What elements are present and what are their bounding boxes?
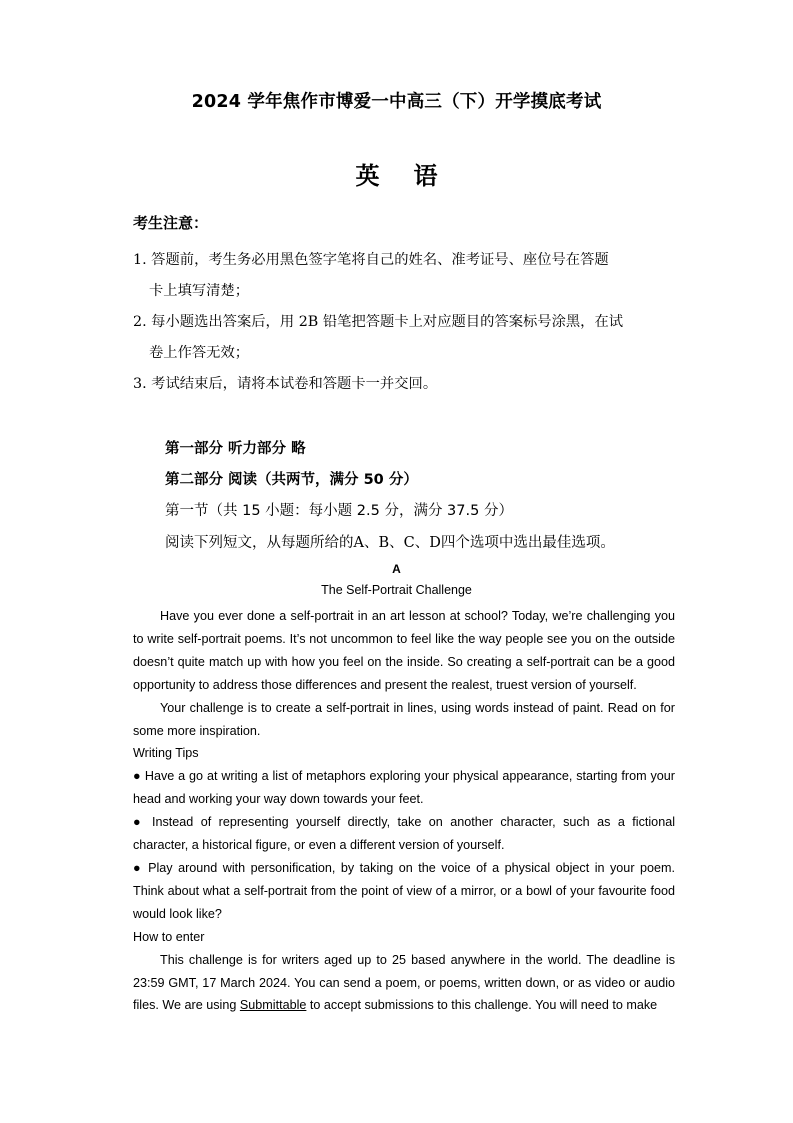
passage-body: [133, 605, 675, 1017]
notice-item-3: [133, 369, 678, 400]
notice-item-1-line-2: 卡上填写清楚；: [149, 283, 250, 299]
paragraph-3-text-before: This challenge is for writers aged up to 25 based anywhere in the world. The deadline is 23:59 GMT, 17 March 2024. You can send a poem, or poems, written down, or as video or audio files. We are using: [133, 952, 675, 1013]
part-1-heading: 第一部分 听力部分 略: [165, 441, 306, 457]
how-to-enter-heading: How to enter: [133, 929, 205, 944]
section-1-heading: 第一节（共 15 小题：每小题 2.5 分，满分 37.5 分）: [165, 503, 513, 519]
passage-label: A: [392, 562, 401, 576]
tip-3: ● Play around with personification, by taking on the voice of a physical object in your poem. Think about what a self-portrait from the point of view of a mirror, or a bowl of your favourite food would look like?: [133, 860, 675, 921]
exam-title: 2024 学年焦作市博爱一中高三（下）开学摸底考试: [191, 92, 602, 112]
notice-heading: 考生注意：: [133, 214, 209, 232]
paragraph-1: Have you ever done a self-portrait in an art lesson at school? Today, we’re challenging you to write self-portrait poems. It’s not uncommon to feel like the way people see you on the outside doesn’t quite match up with how you feel on the inside. So creating a self-portrait can be a good opportunity to address those differences and present the realest, truest version of yourself.: [133, 609, 675, 692]
tip-2: ● Instead of representing yourself directly, take on another character, such as a fictional character, a historical figure, or even a different version of yourself.: [133, 815, 675, 853]
paragraph-2: Your challenge is to create a self-portrait in lines, using words instead of paint. Read on for some more inspiration.: [133, 700, 675, 738]
submittable-link[interactable]: Submittable: [239, 998, 307, 1013]
notice-item-1: [133, 245, 678, 307]
subject-title: 英语: [355, 161, 472, 190]
paragraph-3-text-after: to accept submissions to this challenge. You will need to make: [306, 998, 658, 1013]
notice-item-2-line-1: 2. 每小题选出答案后，用 2B 铅笔把答题卡上对应题目的答案标号涂黑，在试: [133, 314, 624, 330]
reading-instruction: 阅读下列短文，从每题所给的A、B、C、D四个选项中选出最佳选项。: [165, 535, 615, 551]
notice-item-2-line-2: 卷上作答无效；: [149, 345, 250, 361]
passage-title: The Self-Portrait Challenge: [321, 583, 472, 597]
writing-tips-heading: Writing Tips: [133, 746, 199, 761]
notice-item-1-line-1: 1. 答题前，考生务必用黑色签字笔将自己的姓名、准考证号、座位号在答题: [133, 252, 609, 268]
part-2-heading: 第二部分 阅读（共两节，满分 50 分）: [165, 472, 418, 488]
notice-item-2: [133, 307, 678, 369]
tip-1: ● Have a go at writing a list of metaphors exploring your physical appearance, starting from your head and working your way down towards your feet.: [133, 769, 675, 807]
paragraph-3: [133, 949, 675, 1018]
notice-item-3-line-1: 3. 考试结束后，请将本试卷和答题卡一并交回。: [133, 376, 438, 392]
